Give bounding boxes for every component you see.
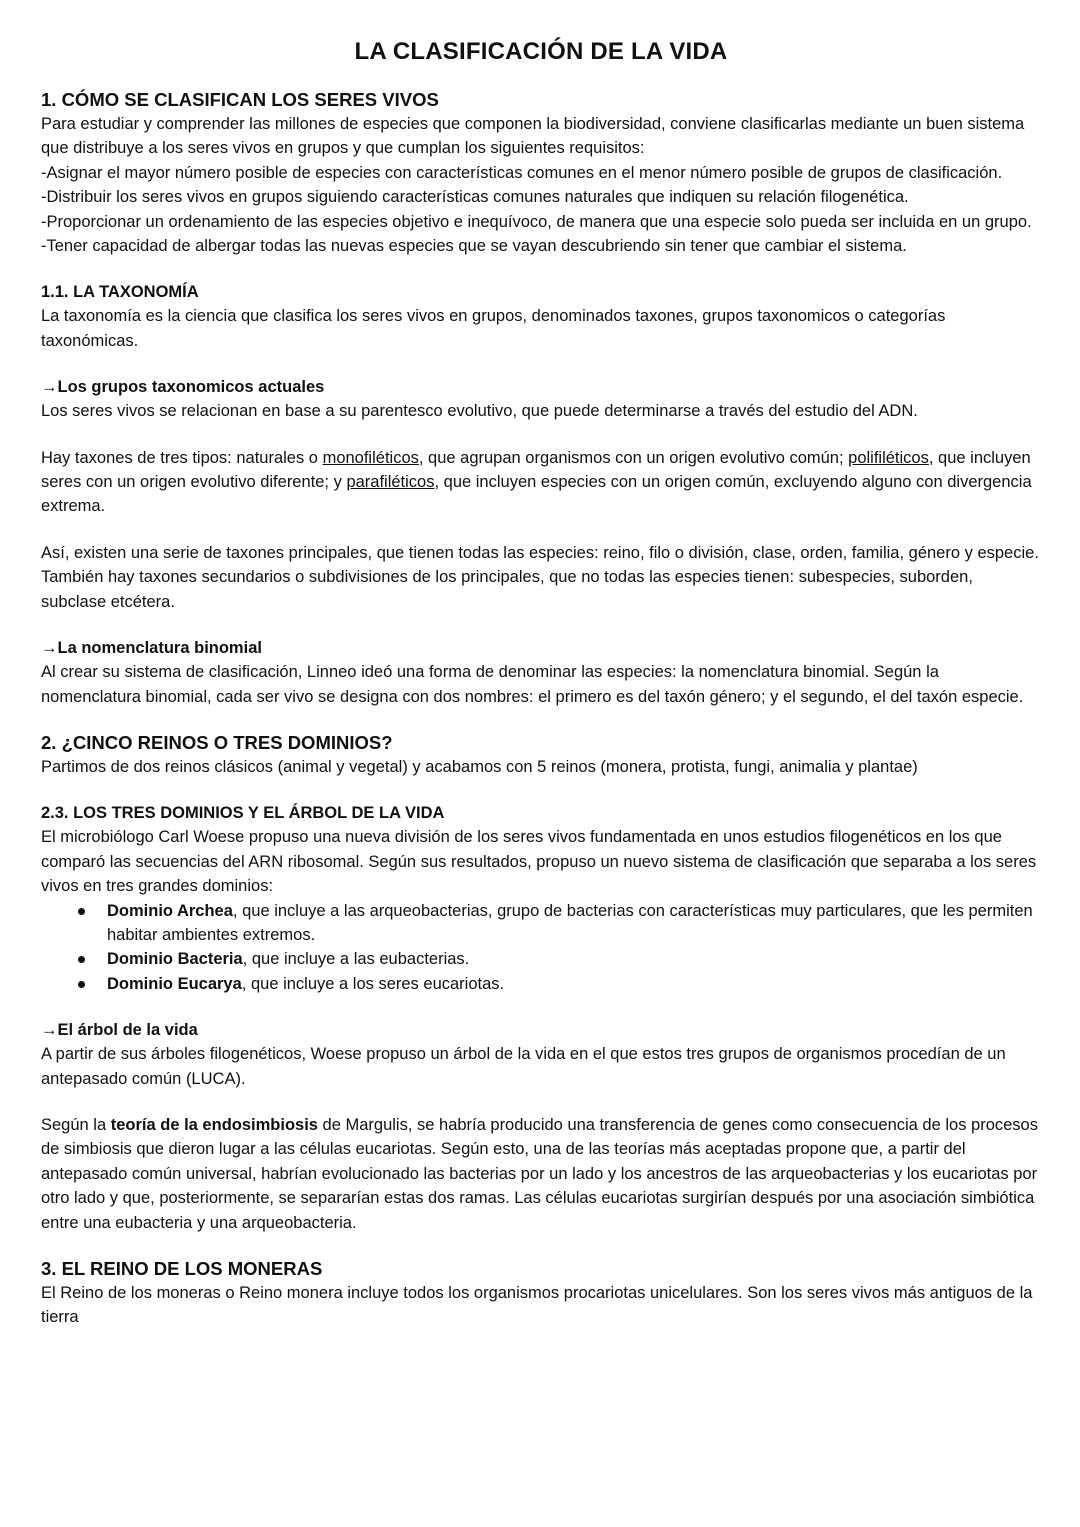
endosimbiosis-term: teoría de la endosimbiosis [110, 1115, 318, 1134]
arrow-icon: → [41, 378, 58, 397]
requirement-2: -Distribuir los seres vivos en grupos siguiendo características comunes naturales que indiquen su relación filogenética. [41, 188, 909, 207]
arrow-icon: → [41, 639, 58, 658]
parafileticos-term: parafiléticos [346, 473, 435, 492]
section-2-3-heading: 2.3. LOS TRES DOMINIOS Y EL ÁRBOL DE LA VIDA [41, 804, 445, 823]
requirement-1: -Asignar el mayor número posible de especies con características comunes en el menor número posible de grupos de clasificación. [41, 163, 1003, 182]
grupos-text: Los seres vivos se relacionan en base a su parentesco evolutivo, que puede determinarse a través del estudio del ADN. [41, 402, 918, 421]
list-item: Dominio Bacteria, que incluye a las eubacterias. [107, 947, 1041, 971]
list-item: Dominio Archea, que incluye a las arqueobacterias, grupo de bacterias con características muy particulares, que les permiten habitar ambientes extremos. [107, 899, 1041, 948]
arbol-heading: →El árbol de la vida [41, 1021, 198, 1040]
principal-taxa-text: Así, existen una serie de taxones principales, que tienen todas las especies: reino, filo o división, clase, orden, familia, género y especie. También hay taxones secundarios o subdivisiones de los principales, que no todas las especies tienen: subespecies, suborden, subclase etcétera. [41, 543, 1039, 611]
document-page [41, 38, 1041, 1330]
section-1-1-heading: 1.1. LA TAXONOMÍA [41, 283, 199, 302]
section-2-3-text: El microbiólogo Carl Woese propuso una nueva división de los seres vivos fundamentada en unos estudios filogenéticos en los que comparó las secuencias del ARN ribosomal. Según sus resultados, propuso un nuevo sistema de clasificación que separaba a los seres vivos en tres grandes dominios: [41, 828, 1037, 896]
endosimbiosis-text: Según la teoría de la endosimbiosis de Margulis, se habría producido una transferencia de genes como consecuencia de los procesos de simbiosis que dieron lugar a las células eucariotas. Según esto, una de las teorías más aceptadas propone que, a partir del antepasado común universal, habrían evolucionado las bacterias por un lado y los ancestros de las arqueobacterias y los eucariotas por otro lado y que, posteriormente, se separarían estas dos ramas. Las células eucariotas surgirían después por una asociación simbiótica entre una eubacteria y una arqueobacteria. [41, 1115, 1038, 1232]
arrow-icon: → [41, 1021, 58, 1040]
section-3-text: El Reino de los moneras o Reino monera incluye todos los organismos procariotas unicelulares. Son los seres vivos más antiguos de la tierra [41, 1284, 1033, 1327]
domains-list [41, 899, 1041, 997]
polifileticos-term: polifiléticos [848, 448, 929, 467]
monofileticos-term: monofiléticos [322, 448, 419, 467]
section-1-intro: Para estudiar y comprender las millones de especies que componen la biodiversidad, conviene clasificarlas mediante un buen sistema que distribuye a los seres vivos en grupos y que cumplan los siguientes requisitos: [41, 115, 1025, 158]
taxon-types-text: Hay taxones de tres tipos: naturales o monofiléticos, que agrupan organismos con un origen evolutivo común; polifiléticos, que incluyen seres con un origen evolutivo diferente; y parafiléticos, que incluyen especies con un origen común, excluyendo alguno con divergencia extrema. [41, 448, 1032, 516]
grupos-heading: →Los grupos taxonomicos actuales [41, 378, 325, 397]
section-1-heading: 1. CÓMO SE CLASIFICAN LOS SERES VIVOS [41, 89, 439, 110]
arbol-text: A partir de sus árboles filogenéticos, Woese propuso un árbol de la vida en el que estos tres grupos de organismos procedían de un antepasado común (LUCA). [41, 1045, 1006, 1088]
nomenclatura-text: Al crear su sistema de clasificación, Linneo ideó una forma de denominar las especies: la nomenclatura binomial. Según la nomenclatura binomial, cada ser vivo se designa con dos nombres: el primero es del taxón género; y el segundo, el del taxón especie. [41, 663, 1024, 706]
section-2-text: Partimos de dos reinos clásicos (animal y vegetal) y acabamos con 5 reinos (monera, protista, fungi, animalia y plantae) [41, 757, 918, 776]
nomenclatura-heading: →La nomenclatura binomial [41, 639, 262, 658]
requirement-4: -Tener capacidad de albergar todas las nuevas especies que se vayan descubriendo sin tener que cambiar el sistema. [41, 237, 907, 256]
section-2-heading: 2. ¿CINCO REINOS O TRES DOMINIOS? [41, 731, 393, 753]
document-title: LA CLASIFICACIÓN DE LA VIDA [354, 38, 728, 65]
section-3-heading: 3. EL REINO DE LOS MONERAS [41, 1258, 323, 1279]
requirement-3: -Proporcionar un ordenamiento de las especies objetivo e inequívoco, de manera que una especie solo pueda ser incluida en un grupo. [41, 212, 1032, 231]
list-item: Dominio Eucarya, que incluye a los seres eucariotas. [107, 972, 1041, 996]
taxonomia-text: La taxonomía es la ciencia que clasifica los seres vivos en grupos, denominados taxones, grupos taxonomicos o categorías taxonómicas. [41, 307, 946, 350]
